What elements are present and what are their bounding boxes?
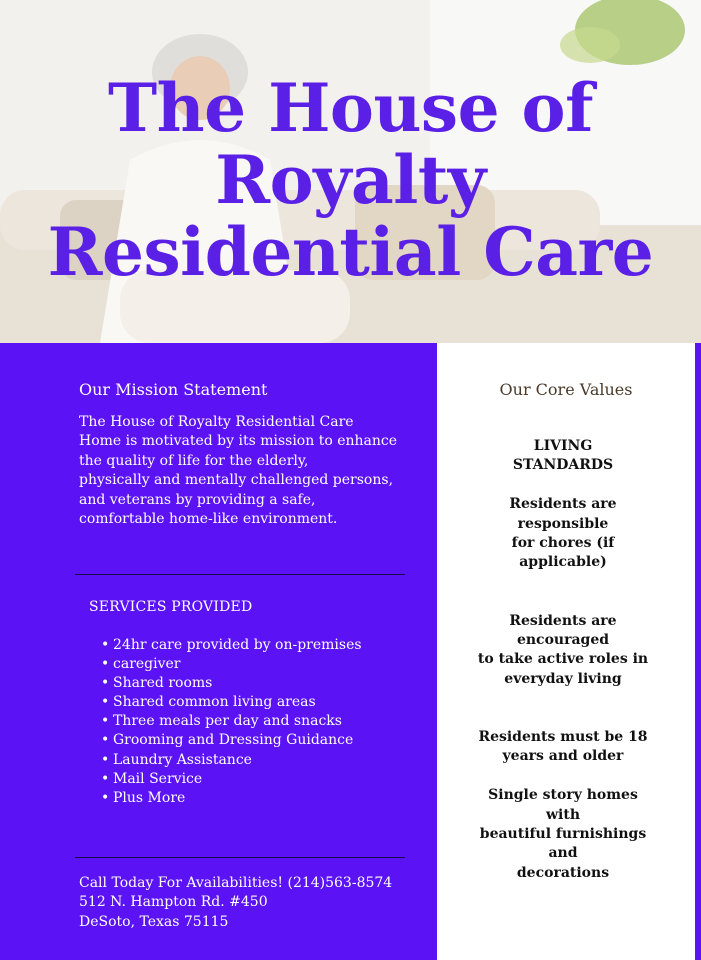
- bullet-icon: •: [101, 770, 110, 787]
- value-line: Residents are: [509, 496, 617, 513]
- list-item: [101, 674, 362, 693]
- mission-line: comfortable home-like environment.: [79, 511, 338, 528]
- bullet-icon: •: [101, 675, 110, 692]
- value-line: Residents are: [509, 612, 617, 629]
- value-line: everyday living: [504, 670, 622, 687]
- value-line: and: [548, 845, 578, 862]
- list-item: [101, 770, 362, 789]
- list-item: [101, 712, 362, 731]
- list-item: [101, 655, 362, 674]
- mission-line: the quality of life for the elderly,: [79, 452, 309, 469]
- value-line: encouraged: [516, 632, 610, 649]
- mission-heading: Our Mission Statement: [79, 380, 268, 399]
- service-label: Plus More: [113, 789, 186, 806]
- title-line: Royalty: [215, 141, 486, 219]
- right-edge-stripe: [695, 343, 701, 960]
- service-label: Shared rooms: [113, 675, 213, 692]
- divider: [75, 857, 405, 858]
- service-label: caregiver: [113, 656, 181, 673]
- core-values-list: [437, 437, 689, 883]
- title-line: Residential Care: [47, 213, 654, 291]
- list-item: [101, 693, 362, 712]
- bullet-icon: •: [101, 637, 110, 653]
- mission-text: [79, 413, 419, 529]
- mission-line: and veterans by providing a safe,: [79, 491, 316, 508]
- services-heading: SERVICES PROVIDED: [89, 599, 253, 615]
- bullet-icon: •: [101, 732, 110, 749]
- value-line: beautiful furnishings: [479, 826, 647, 843]
- contact-info: [79, 874, 392, 932]
- value-line: to take active roles in: [477, 651, 649, 668]
- contact-phone: Call Today For Availabilities! (214)563-8574: [79, 875, 393, 891]
- hero-photo: [0, 0, 701, 343]
- value-line: applicable): [519, 554, 607, 571]
- value-line: Single story homes: [488, 787, 638, 804]
- service-label: Mail Service: [113, 770, 203, 787]
- services-list: [101, 636, 362, 808]
- list-item: [101, 789, 362, 808]
- right-panel: [437, 343, 695, 960]
- mission-line: The House of Royalty Residential Care: [79, 414, 354, 430]
- living-standards-line: LIVING: [533, 438, 593, 454]
- left-panel: [0, 343, 437, 960]
- bullet-icon: •: [101, 751, 110, 768]
- value-line: with: [545, 806, 580, 823]
- service-label: Shared common living areas: [113, 694, 316, 711]
- bullet-icon: •: [101, 694, 110, 711]
- list-item: [101, 636, 362, 655]
- mission-line: physically and mentally challenged persons,: [79, 472, 394, 489]
- core-values-heading: Our Core Values: [499, 380, 633, 399]
- value-line: responsible: [517, 515, 609, 532]
- service-label: Laundry Assistance: [113, 751, 252, 768]
- living-standards-line: STANDARDS: [512, 457, 614, 474]
- divider: [75, 574, 405, 575]
- value-line: decorations: [516, 864, 610, 881]
- list-item: [101, 731, 362, 750]
- value-line: Residents must be 18: [478, 729, 648, 746]
- value-line: years and older: [502, 748, 624, 765]
- service-label: Grooming and Dressing Guidance: [113, 732, 354, 749]
- mission-line: Home is motivated by its mission to enhance: [79, 433, 398, 450]
- bullet-icon: •: [101, 713, 110, 730]
- service-label: 24hr care provided by on-premises: [113, 637, 362, 653]
- page-title: [0, 69, 701, 291]
- list-item: [101, 751, 362, 770]
- contact-street: 512 N. Hampton Rd. #450: [79, 894, 268, 911]
- value-line: for chores (if: [511, 535, 615, 552]
- service-label: Three meals per day and snacks: [113, 713, 342, 730]
- bullet-icon: •: [101, 789, 110, 806]
- bullet-icon: •: [101, 656, 110, 673]
- contact-city: DeSoto, Texas 75115: [79, 913, 229, 930]
- title-line: The House of: [108, 69, 593, 147]
